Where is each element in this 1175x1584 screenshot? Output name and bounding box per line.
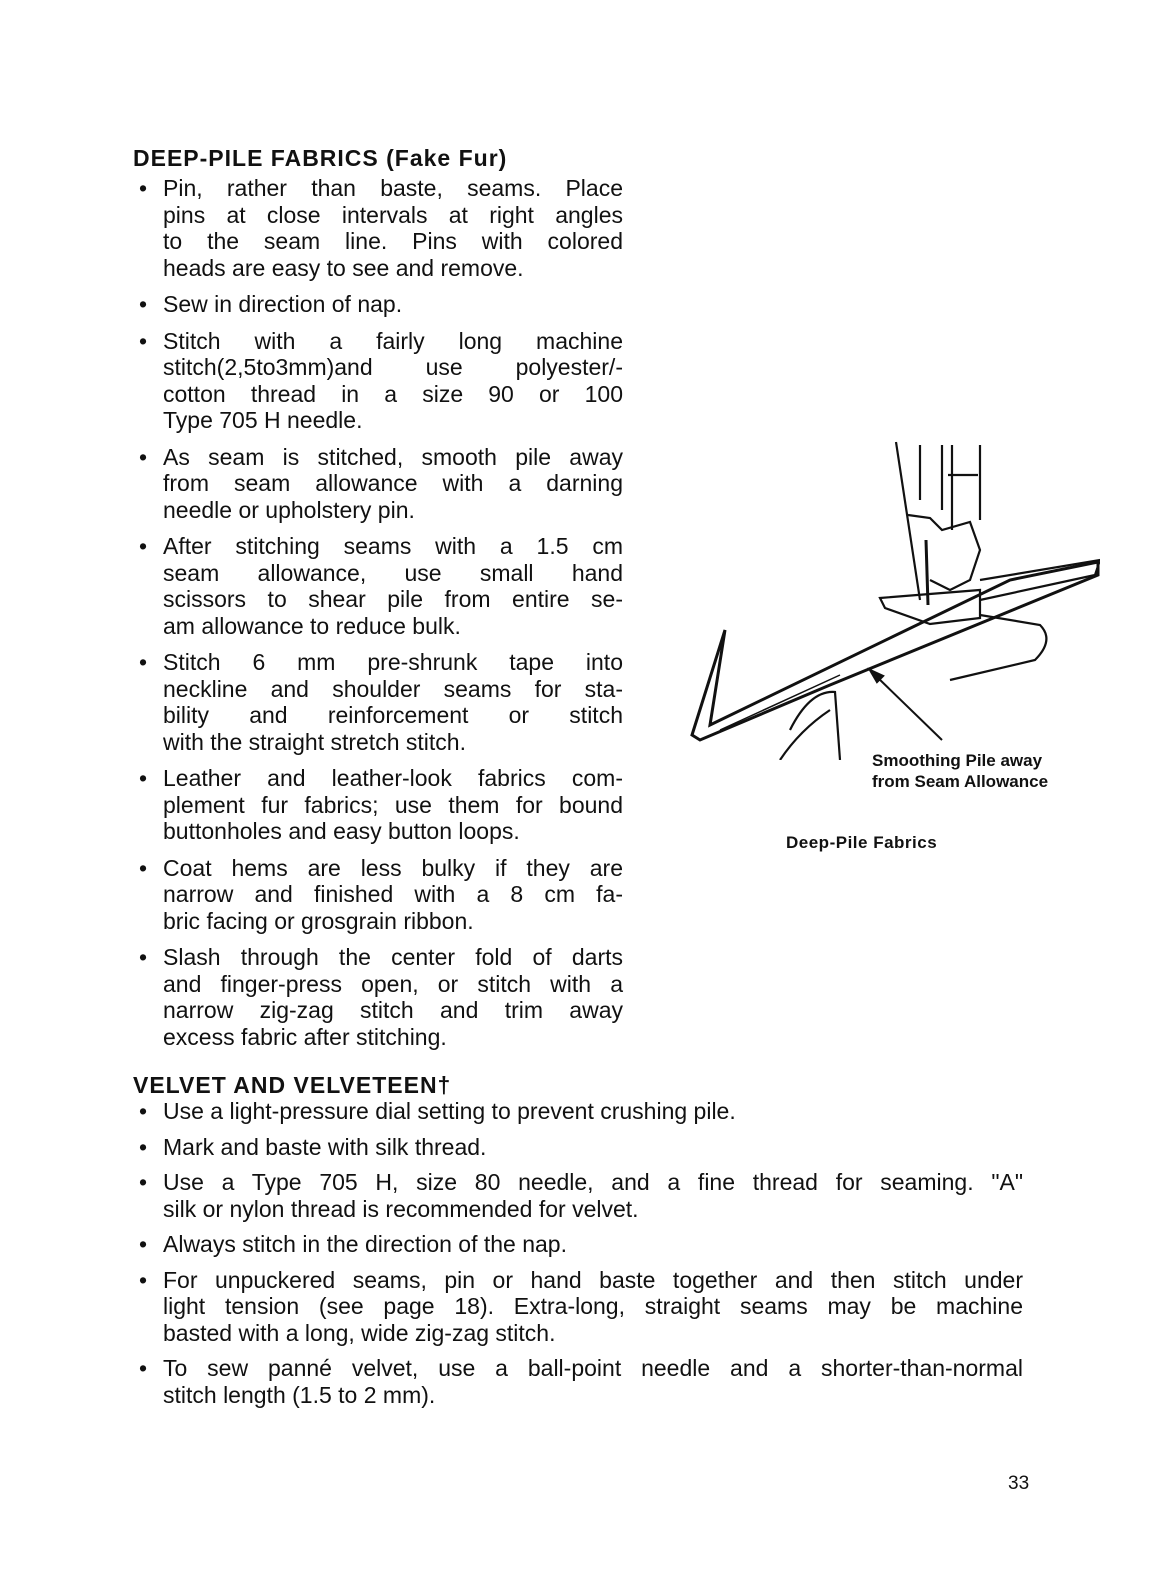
- list-item-line: Coat hems are less bulky if they are: [163, 854, 623, 881]
- list-item-line: silk or nylon thread is recommended for velvet.: [163, 1195, 639, 1222]
- bullet-icon: •: [139, 175, 148, 201]
- list-item: [133, 765, 623, 845]
- list-item-line: basted with a long, wide zig-zag stitch.: [163, 1319, 556, 1346]
- list-item-line: heads are easy to see and remove.: [163, 254, 524, 281]
- bullet-icon: •: [139, 765, 148, 791]
- callout-line-2: from Seam Allowance: [872, 772, 1049, 791]
- bullet-icon: •: [139, 533, 148, 559]
- list-item-line: and finger-press open, or stitch with a: [163, 970, 623, 997]
- list-item: [133, 533, 623, 639]
- list-item: [133, 444, 623, 524]
- list-item-line: Type 705 H needle.: [163, 407, 363, 433]
- bullet-icon: •: [139, 1133, 148, 1160]
- list-item-line: narrow zig-zag stitch and trim away: [163, 997, 623, 1023]
- bullet-icon: •: [139, 944, 148, 970]
- list-item: [133, 1134, 1023, 1161]
- list-item-line: Pin, rather than baste, seams. Place: [163, 175, 623, 201]
- list-item-line: with the straight stretch stitch.: [163, 728, 466, 755]
- figure-title: Deep-Pile Fabrics: [786, 833, 938, 852]
- list-item-line: buttonholes and easy button loops.: [163, 818, 520, 844]
- list-item-line: scissors to shear pile from entire se-: [163, 586, 623, 612]
- list-item-line: am allowance to reduce bulk.: [163, 612, 461, 639]
- list-item-line: To sew panné velvet, use a ball-point needle and a shorter-than-normal: [163, 1355, 1023, 1381]
- list-item-line: stitch length (1.5 to 2 mm).: [163, 1381, 436, 1408]
- list-item: [133, 1098, 1023, 1125]
- list-item-line: light tension (see page 18). Extra-long, straight seams may be machine: [163, 1293, 1023, 1319]
- list-item-line: bric facing or grosgrain ribbon.: [163, 907, 474, 934]
- list-item-line: from seam allowance with a darning: [163, 470, 623, 496]
- list-item-line: narrow and finished with a 8 cm fa-: [163, 881, 623, 907]
- list-item: [133, 328, 623, 434]
- bullet-icon: •: [139, 1231, 148, 1257]
- bullet-icon: •: [139, 649, 148, 675]
- list-item-line: After stitching seams with a 1.5 cm: [163, 533, 623, 559]
- list-item: [133, 1267, 1023, 1347]
- list-item-line: bility and reinforcement or stitch: [163, 702, 623, 728]
- bullet-icon: •: [139, 1169, 148, 1195]
- deep-pile-tips-list: [133, 175, 623, 1060]
- bullet-icon: •: [139, 854, 148, 881]
- list-item-line: Mark and baste with silk thread.: [163, 1133, 487, 1160]
- bullet-icon: •: [139, 443, 148, 470]
- list-item-line: cotton thread in a size 90 or 100: [163, 380, 623, 407]
- list-item-line: neckline and shoulder seams for sta-: [163, 675, 623, 702]
- list-item-line: stitch(2,5to3mm)and use polyester/-: [163, 354, 623, 380]
- bullet-icon: •: [139, 291, 148, 317]
- list-item: [133, 175, 623, 281]
- list-item-line: seam allowance, use small hand: [163, 559, 623, 586]
- list-item-line: Use a Type 705 H, size 80 needle, and a fine thread for seaming. "A": [163, 1169, 1023, 1195]
- list-item-line: As seam is stitched, smooth pile away: [163, 443, 623, 470]
- list-item-line: needle or upholstery pin.: [163, 496, 415, 523]
- list-item: [133, 1231, 1023, 1258]
- list-item-line: Always stitch in the direction of the nap.: [163, 1231, 567, 1257]
- section-heading-velvet: VELVET AND VELVETEEN†: [133, 1072, 452, 1098]
- list-item-line: For unpuckered seams, pin or hand baste together and then stitch under: [163, 1266, 1023, 1293]
- list-item-line: Stitch with a fairly long machine: [163, 327, 623, 354]
- list-item-line: pins at close intervals at right angles: [163, 201, 623, 228]
- list-item-line: Leather and leather-look fabrics com-: [163, 765, 623, 791]
- list-item: [133, 291, 623, 318]
- sewing-machine-illustration: [680, 430, 1100, 760]
- bullet-icon: •: [139, 1355, 148, 1381]
- list-item-line: Sew in direction of nap.: [163, 291, 403, 317]
- callout-line-1: Smoothing Pile away: [872, 751, 1043, 770]
- bullet-icon: •: [139, 1266, 148, 1293]
- list-item-line: to the seam line. Pins with colored: [163, 228, 623, 254]
- list-item: [133, 1355, 1023, 1408]
- velvet-tips-list: [133, 1098, 1023, 1417]
- figure-callout: [872, 750, 1048, 792]
- list-item-line: Stitch 6 mm pre-shrunk tape into: [163, 649, 623, 675]
- bullet-icon: •: [139, 327, 148, 354]
- list-item: [133, 855, 623, 935]
- list-item-line: Slash through the center fold of darts: [163, 944, 623, 970]
- section-heading-deep-pile: DEEP-PILE FABRICS (Fake Fur): [133, 145, 508, 171]
- page-number: 33: [1008, 1473, 1030, 1494]
- list-item-line: Use a light-pressure dial setting to prevent crushing pile.: [163, 1098, 736, 1124]
- list-item-line: plement fur fabrics; use them for bound: [163, 791, 623, 818]
- list-item: [133, 1169, 1023, 1222]
- list-item-line: excess fabric after stitching.: [163, 1023, 447, 1050]
- bullet-icon: •: [139, 1098, 148, 1124]
- list-item: [133, 944, 623, 1050]
- list-item: [133, 649, 623, 755]
